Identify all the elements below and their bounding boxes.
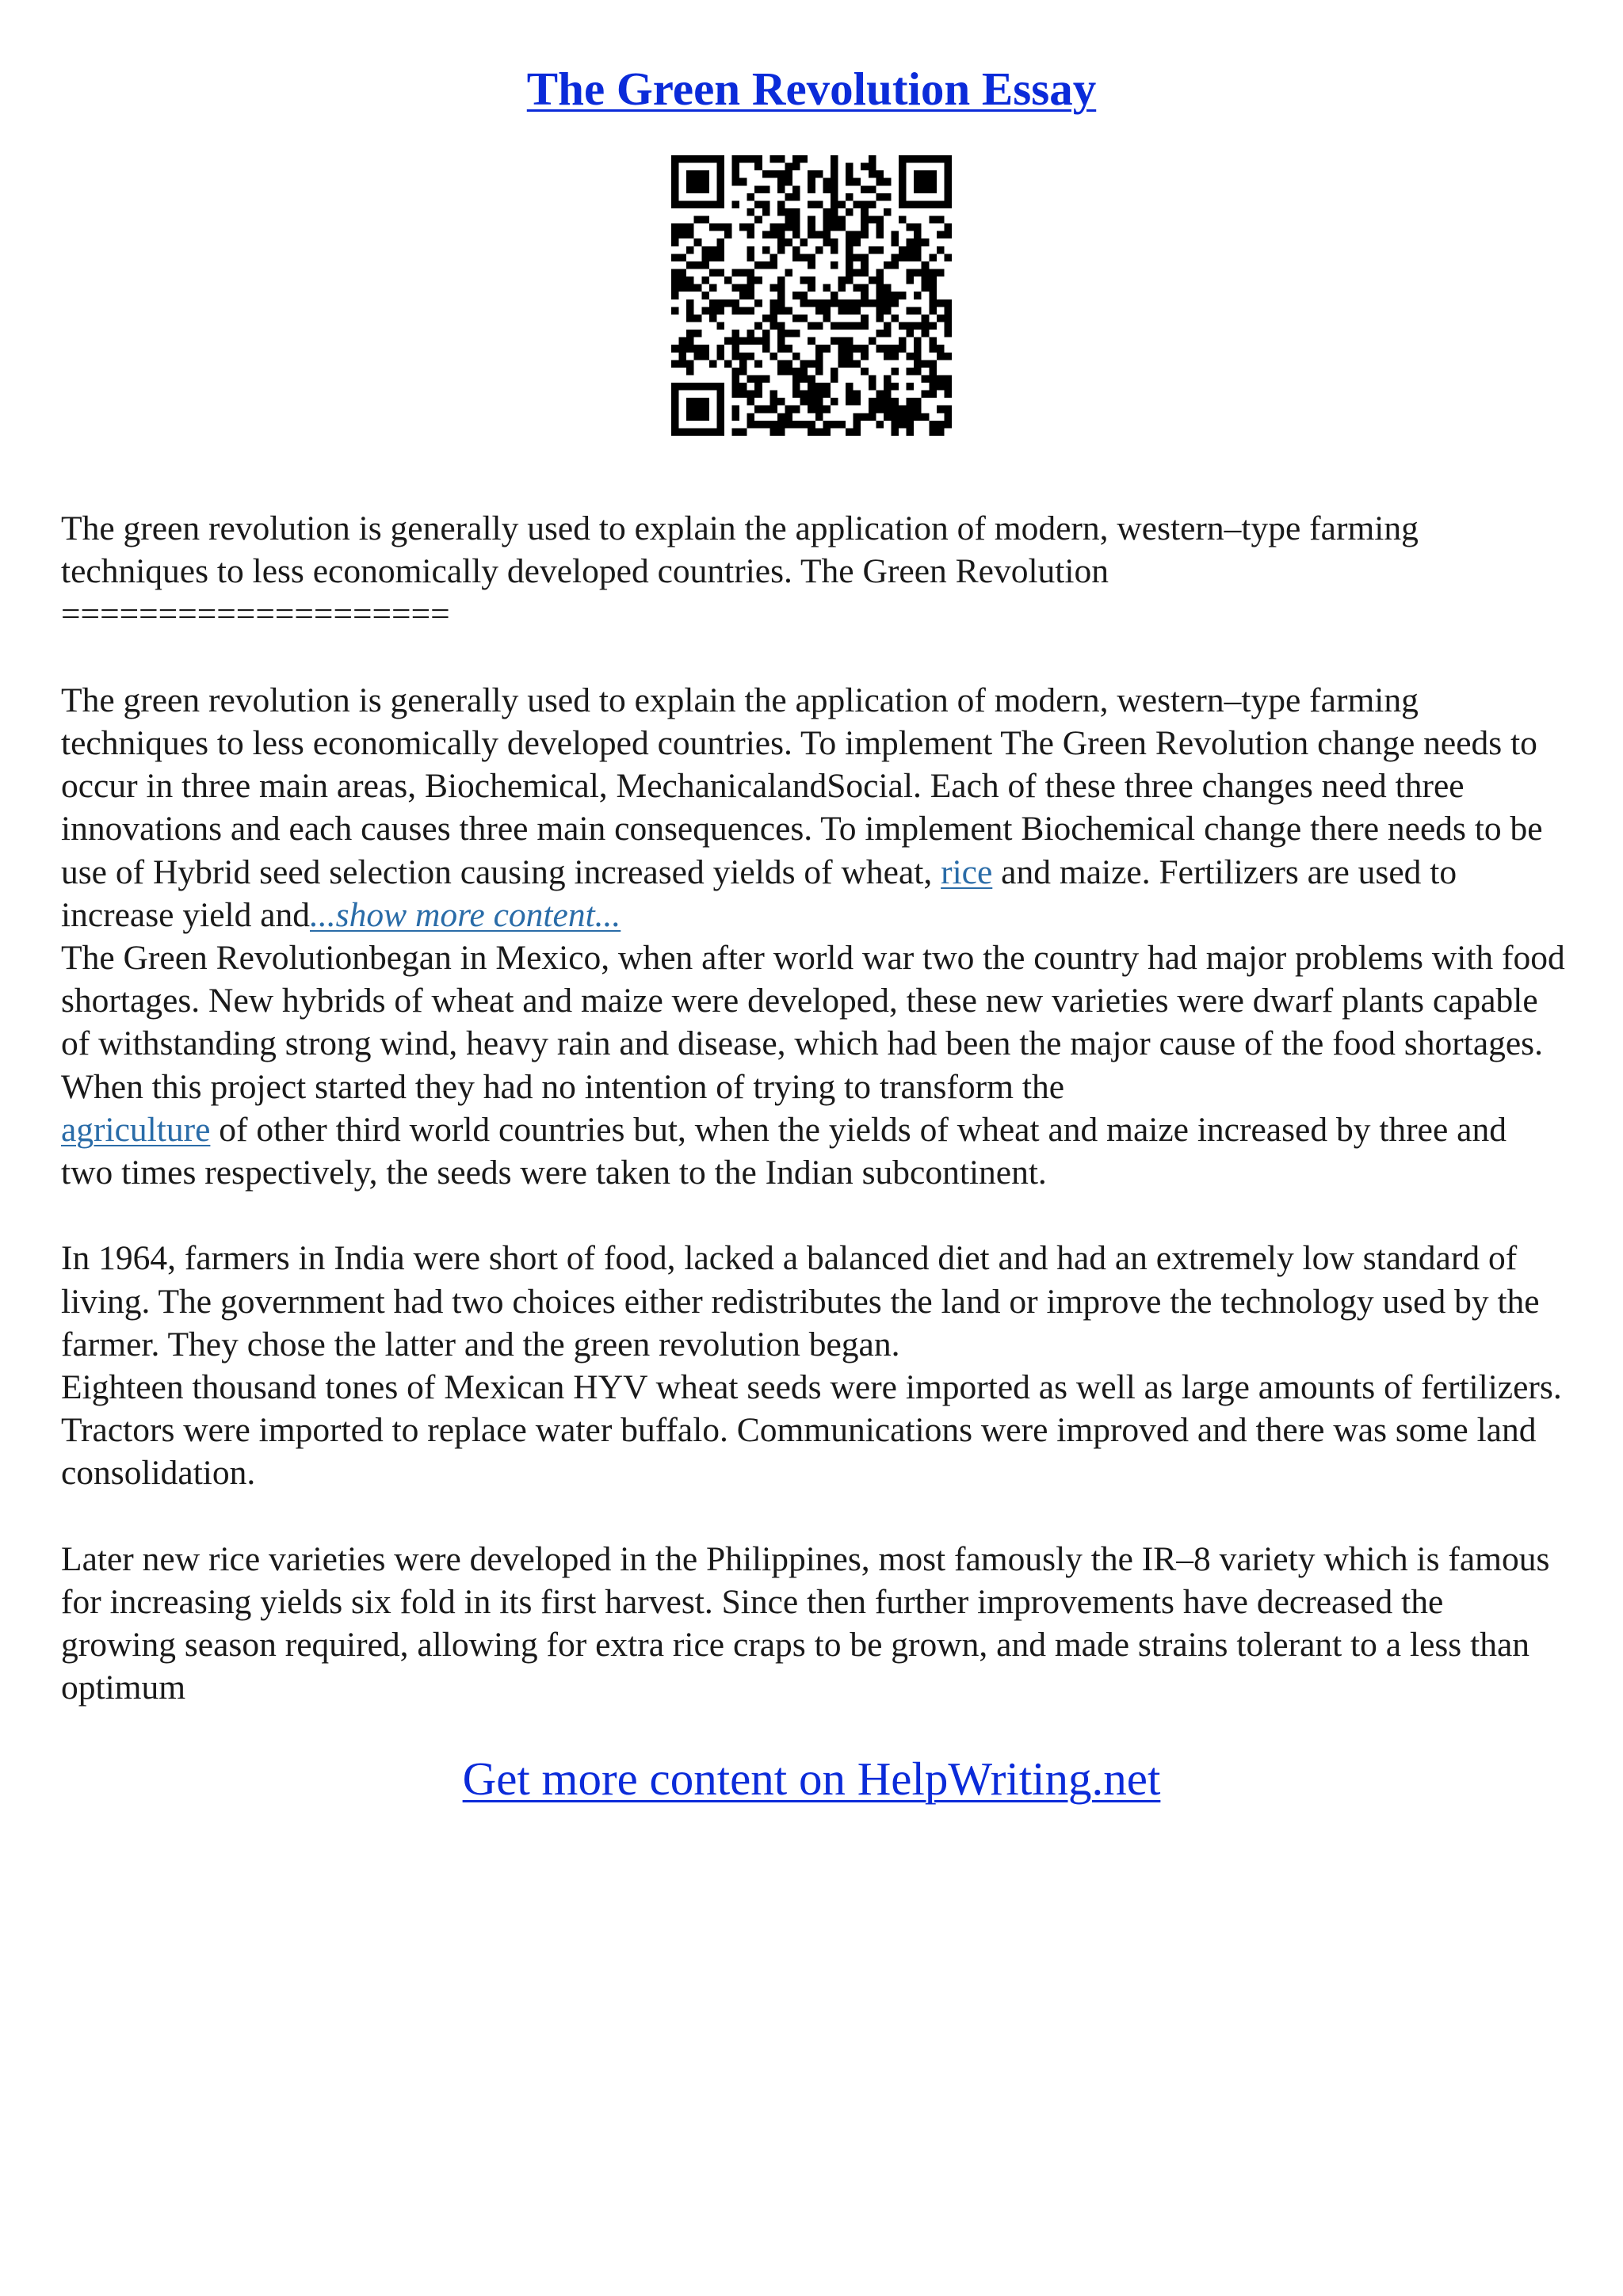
- essay-content: [61, 507, 1567, 1710]
- paragraph-3: In 1964, farmers in India were short of food, lacked a balanced diet and had an extremely low standard of living. The government had two choices either redistributes the land or improve the technology used by the farmer. They chose the latter and the green revolution began.: [61, 1239, 1540, 1363]
- agriculture-link[interactable]: agriculture: [61, 1110, 211, 1149]
- paragraph-1-text: The green revolution is generally used to explain the application of modern, western–type farming techniques to less economically developed countries. To implement The Green Revolution change needs to occur in three main areas, Biochemical, MechanicalandSocial. Each of these three changes need three innovations and each causes three main consequences. To implement Biochemical change there needs to be use of Hybrid seed selection causing increased yields of wheat,: [61, 681, 1543, 891]
- paragraph-4: Eighteen thousand tones of Mexican HYV wheat seeds were imported as well as large amounts of fertilizers. Tractors were imported to replace water buffalo. Communications were improved and there was some land consolidation.: [61, 1368, 1562, 1493]
- paragraph-2-after-link: of other third world countries but, when the yields of wheat and maize increased by three and two times respectively, the seeds were taken to the Indian subcontinent.: [61, 1110, 1507, 1192]
- paragraph-1-after-link: and maize. Fertilizers are used to increase yield and: [61, 852, 1457, 934]
- paragraph-1: [61, 679, 1567, 936]
- show-more-link[interactable]: ...show more content...: [310, 895, 621, 934]
- get-more-content-link[interactable]: Get more content on HelpWriting.net: [462, 1753, 1161, 1805]
- title-link[interactable]: The Green Revolution Essay: [526, 63, 1097, 115]
- qr-code: [671, 155, 952, 436]
- paragraph-2-text: The Green Revolutionbegan in Mexico, when after world war two the country had major problems with food shortages. New hybrids of wheat and maize were developed, these new varieties were dwarf plants capable of withstanding strong wind, heavy rain and disease, which had been the major cause of the food shortages. When this project started they had no intention of trying to transform the: [61, 939, 1565, 1106]
- footer: [0, 1747, 1623, 1810]
- intro-separator: ====================: [61, 595, 450, 634]
- rice-link[interactable]: rice: [941, 852, 993, 891]
- paragraph-5: Later new rice varieties were developed in the Philippines, most famously the IR–8 variety which is famous for increasing yields six fold in its first harvest. Since then further improvements have decreased the growing season required, allowing for extra rice craps to be grown, and made strains tolerant to a less than optimum: [61, 1539, 1550, 1707]
- page-title: [0, 57, 1623, 120]
- intro-line-2: techniques to less economically developed countries. The Green Revolution: [61, 552, 1109, 591]
- intro-line-1: The green revolution is generally used to explain the application of modern, western–type farming: [61, 509, 1419, 547]
- paragraph-2: [61, 936, 1567, 1194]
- intro-paragraph: [61, 507, 1567, 636]
